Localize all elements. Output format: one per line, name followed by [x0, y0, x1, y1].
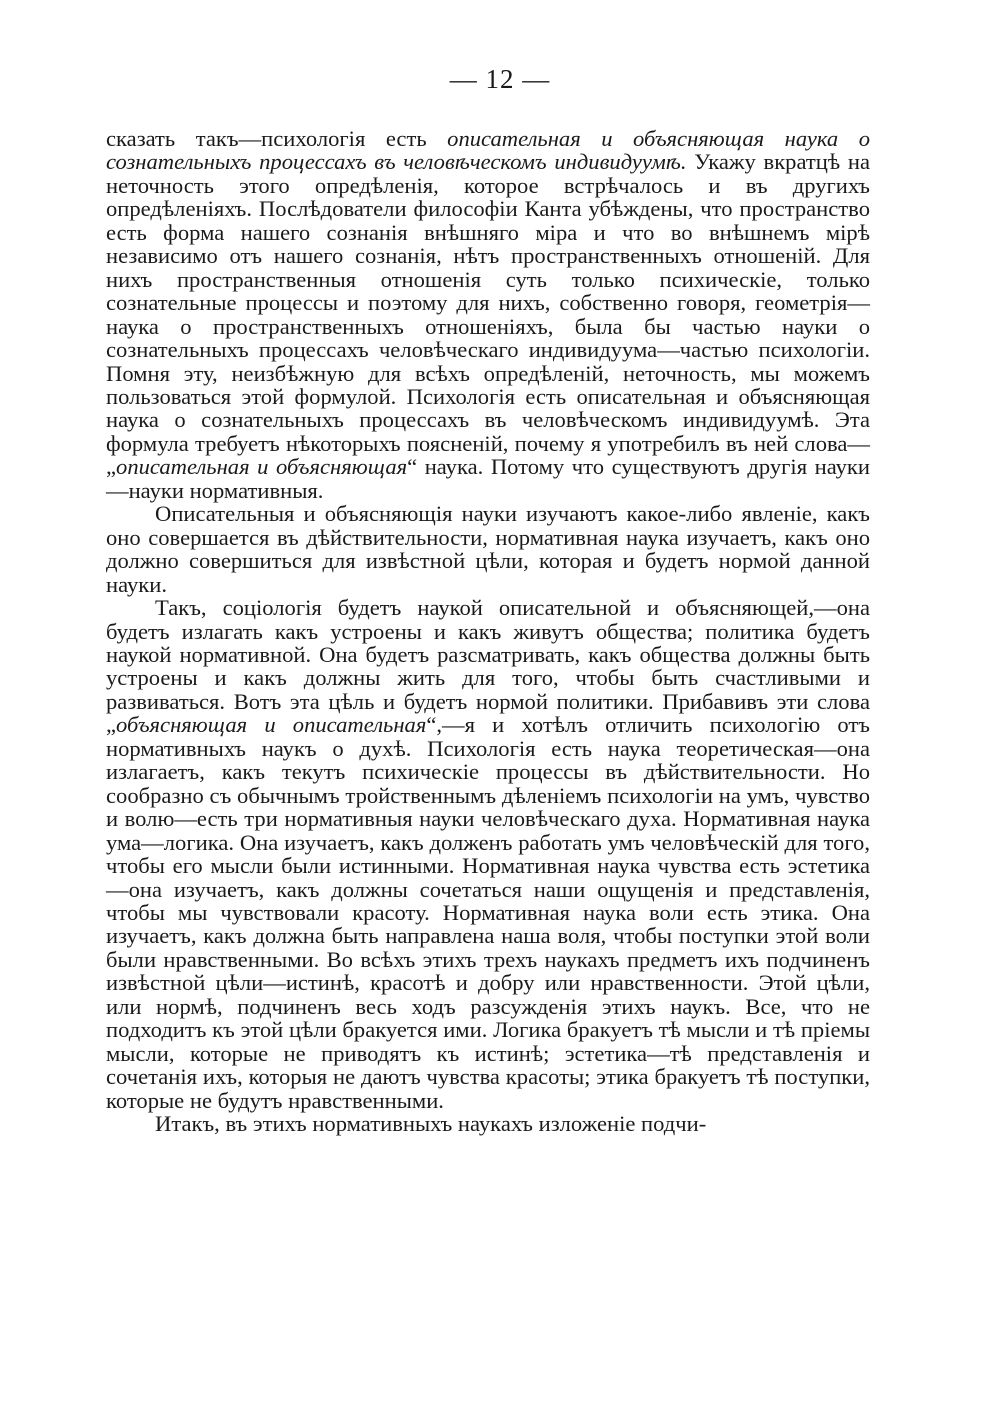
- paragraph-1: сказать такъ—психологія есть описательная и объясняющая наука о сознательныхъ процессахъ въ человѣческомъ индивидуумѣ. Укажу вкратцѣ на неточность этого опредѣленія, которое встрѣчалось и въ другихъ опредѣленіяхъ. Послѣдователи философіи Канта убѣждены, что пространство есть форма нашего сознанія внѣшняго міра и что во внѣшнемъ мірѣ независимо отъ нашего сознанія, нѣтъ пространственныхъ отношеній. Для нихъ пространственныя отношенія суть только психическіе, только сознательные процессы и поэтому для нихъ, собственно говоря, геометрія—наука о пространственныхъ отношеніяхъ, была бы частью науки о сознательныхъ процессахъ человѣческаго индивидуума—частью психологіи. Помня эту, неизбѣжную для всѣхъ опредѣленій, неточность, мы можемъ пользоваться этой формулой. Психологія есть описательная и объясняющая наука о сознательныхъ процессахъ въ человѣческомъ индивидуумѣ. Эта формула требуетъ нѣкоторыхъ поясненій, почему я употребилъ въ ней слова—„описательная и объясняющая“ наука. Потому что существуютъ другія науки—науки нормативныя.: [106, 126, 870, 503]
- page-number: — 12 —: [449, 64, 551, 94]
- paragraph-4: Итакъ, въ этихъ нормативныхъ наукахъ изложеніе подчи-: [155, 1111, 707, 1137]
- italic-definition: описательная и объясняющая наука о сознательныхъ процессахъ въ человѣческомъ индивидуумѣ.: [106, 126, 870, 175]
- paragraph-3: Такъ, соціологія будетъ наукой описательной и объясняющей,—она будетъ излагать какъ устроены и какъ живутъ общества; политика будетъ наукой нормативной. Она будетъ разсматривать, какъ общества должны быть устроены и какъ должны жить для того, чтобы быть счастливыми и развиваться. Вотъ эта цѣль и будетъ нормой политики. Прибавивъ эти слова „объясняющая и описательная“,—я и хотѣлъ отличить психологію отъ нормативныхъ наукъ о духѣ. Психологія есть наука теоретическая—она излагаетъ, какъ текутъ психическіе процессы въ дѣйствительности. Но сообразно съ обычнымъ тройственнымъ дѣленіемъ психологіи на умъ, чувство и волю—есть три нормативныя науки человѣческаго духа. Нормативная наука ума—логика. Она изучаетъ, какъ долженъ работать умъ человѣческій для того, чтобы его мысли были истинными. Нормативная наука чувства есть эстетика—она изучаетъ, какъ должны сочетаться наши ощущенія и представленія, чтобы мы чувствовали красоту. Нормативная наука воли есть этика. Она изучаетъ, какъ должна быть направлена наша воля, чтобы поступки этой воли были нравственными. Во всѣхъ этихъ трехъ наукахъ предметъ ихъ подчиненъ извѣстной цѣли—истинѣ, красотѣ и добру или нравственности. Этой цѣли, или нормѣ, подчиненъ весь ходъ разсужденія этихъ наукъ. Все, что не подходитъ къ этой цѣли бракуется ими. Логика бракуетъ тѣ мысли и тѣ пріемы мысли, которые не приводятъ къ истинѣ; эстетика—тѣ представленія и сочетанія ихъ, которыя не даютъ чувства красоты; этика бракуетъ тѣ поступки, которые не будутъ нравственными.: [106, 595, 870, 1113]
- italic-quoted-term: объясняющая и описательная: [116, 712, 427, 738]
- paragraph-2: Описательныя и объясняющія науки изучаютъ какое-либо явленіе, какъ оно совершается въ дѣйствительности, нормативная наука изучаетъ, какъ оно должно совершиться для извѣстной цѣли, которая и будетъ нормой данной науки.: [106, 501, 870, 597]
- body-text: [106, 127, 870, 1135]
- italic-quoted-term: описательная и объясняющая: [116, 454, 408, 480]
